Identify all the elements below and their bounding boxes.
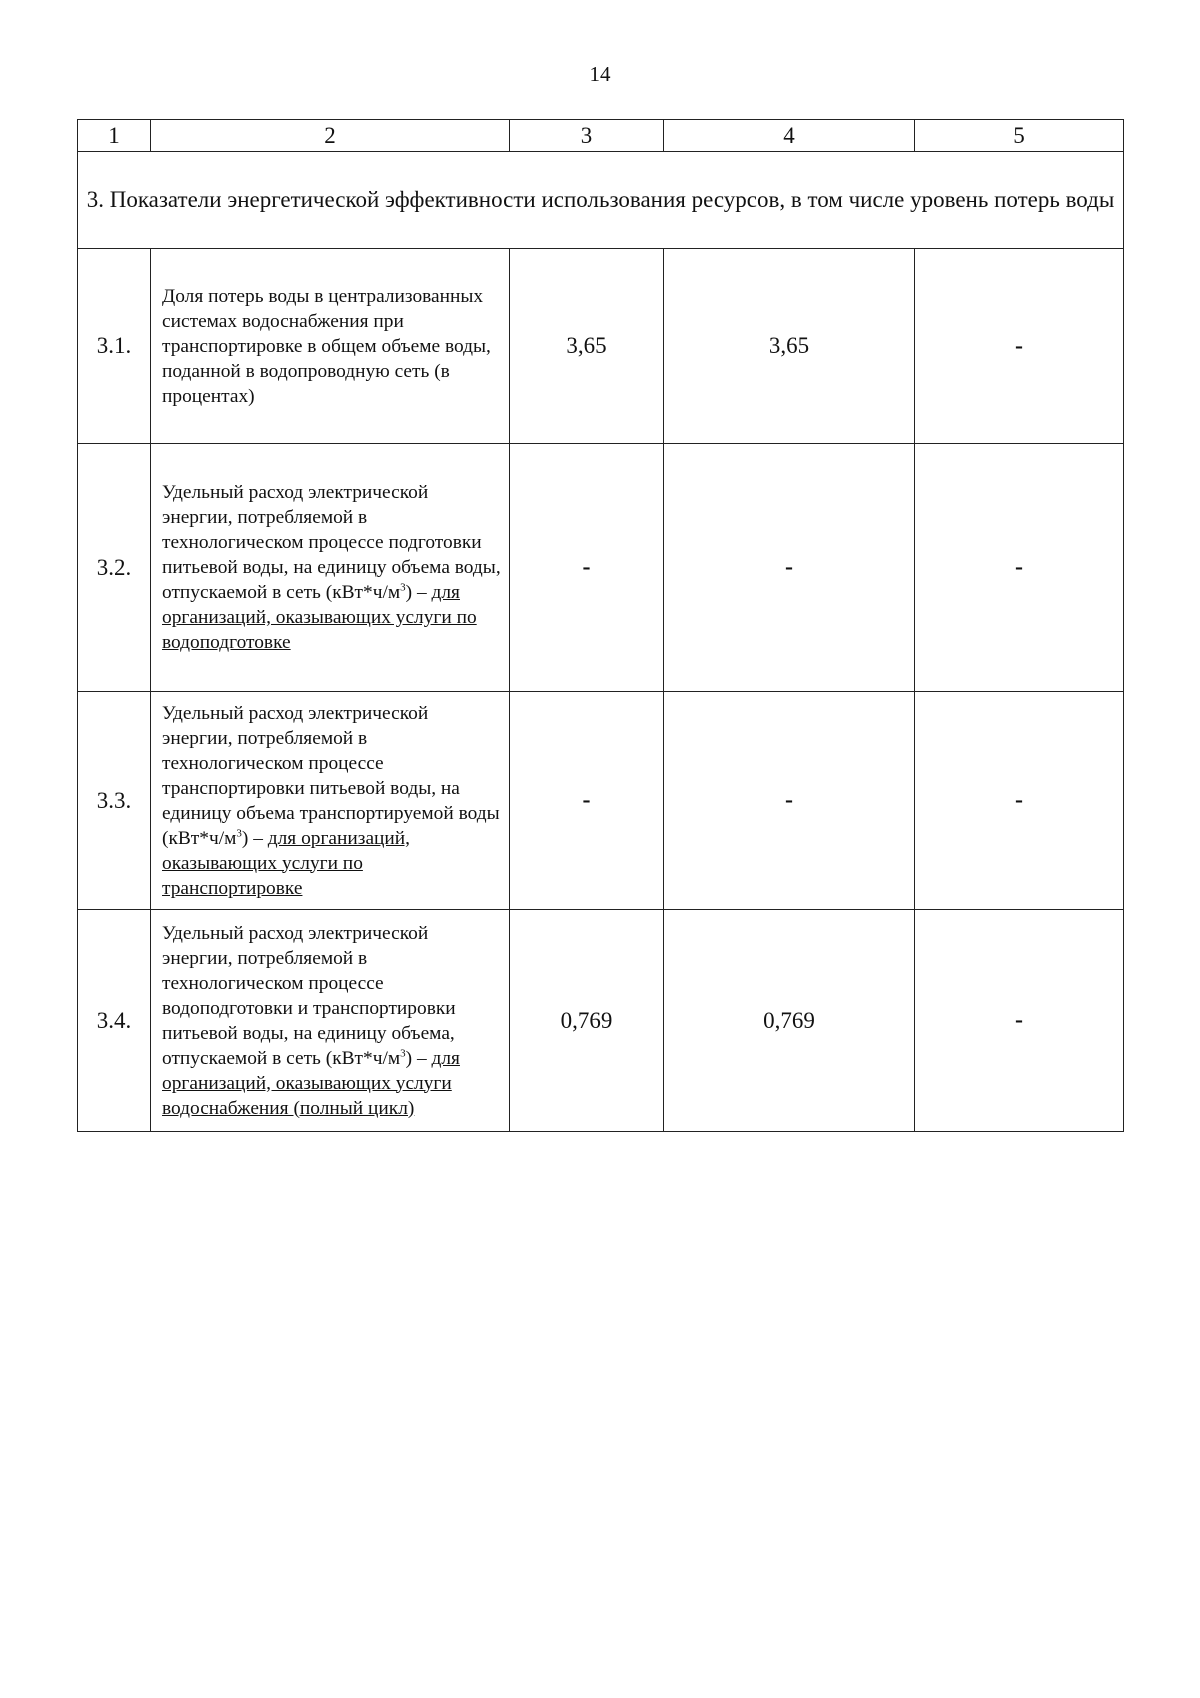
description-text: ) – (241, 827, 268, 849)
section-row (78, 152, 1124, 249)
row-description: Доля потерь воды в централизованных системах водоснабжения при транспортировке в общем объеме воды, поданной в водопроводную сеть (в процентах) (151, 249, 510, 444)
header-col-2: 2 (151, 120, 510, 152)
row-description (151, 444, 510, 692)
section-title: 3. Показатели энергетической эффективности использования ресурсов, в том числе уровень потерь воды (78, 152, 1124, 249)
indicators-table (77, 119, 1124, 1132)
row-value-col3: - (510, 692, 664, 910)
row-number: 3.4. (78, 910, 151, 1132)
row-value-col3: 0,769 (510, 910, 664, 1132)
header-col-3: 3 (510, 120, 664, 152)
description-text: Удельный расход электрической энергии, потребляемой в технологическом процессе подготовки питьевой воды, на единицу объема воды, отпускаемой в сеть (кВт*ч/м (162, 482, 501, 603)
page-number: 14 (589, 62, 611, 86)
row-value-col4: 0,769 (664, 910, 915, 1132)
table-row (78, 444, 1124, 692)
row-value-col5: - (915, 910, 1124, 1132)
header-col-1: 1 (78, 120, 151, 152)
description-text: Удельный расход электрической энергии, потребляемой в технологическом процессе водоподготовки и транспортировки питьевой воды, на единицу объема, отпускаемой в сеть (кВт*ч/м (162, 922, 456, 1069)
table-row (78, 249, 1124, 444)
row-description (151, 692, 510, 910)
description-text: ) – (405, 582, 432, 603)
description-text: ) – (405, 1047, 432, 1069)
row-value-col4: - (664, 444, 915, 692)
row-value-col5: - (915, 249, 1124, 444)
header-row (78, 120, 1124, 152)
description-underlined: для организаций, оказывающих услуги по водоподготовке (162, 582, 477, 653)
row-value-col3: - (510, 444, 664, 692)
row-number: 3.3. (78, 692, 151, 910)
row-number: 3.1. (78, 249, 151, 444)
description-underlined: для организаций, оказывающих услуги водоснабжения (полный цикл) (162, 1047, 460, 1119)
superscript: 3 (400, 1047, 406, 1060)
table-row (78, 910, 1124, 1132)
row-value-col3: 3,65 (510, 249, 664, 444)
row-value-col5: - (915, 692, 1124, 910)
description-text: Удельный расход электрической энергии, потребляемой в технологическом процессе транспортировки питьевой воды, на единицу объема транспортируемой воды (кВт*ч/м (162, 702, 500, 849)
row-value-col4: - (664, 692, 915, 910)
header-col-5: 5 (915, 120, 1124, 152)
table-row (78, 692, 1124, 910)
superscript: 3 (400, 581, 406, 594)
row-number: 3.2. (78, 444, 151, 692)
row-value-col4: 3,65 (664, 249, 915, 444)
superscript: 3 (236, 827, 242, 840)
header-col-4: 4 (664, 120, 915, 152)
row-description (151, 910, 510, 1132)
row-value-col5: - (915, 444, 1124, 692)
description-underlined: для организаций, оказывающих услуги по транспортировке (162, 827, 411, 899)
